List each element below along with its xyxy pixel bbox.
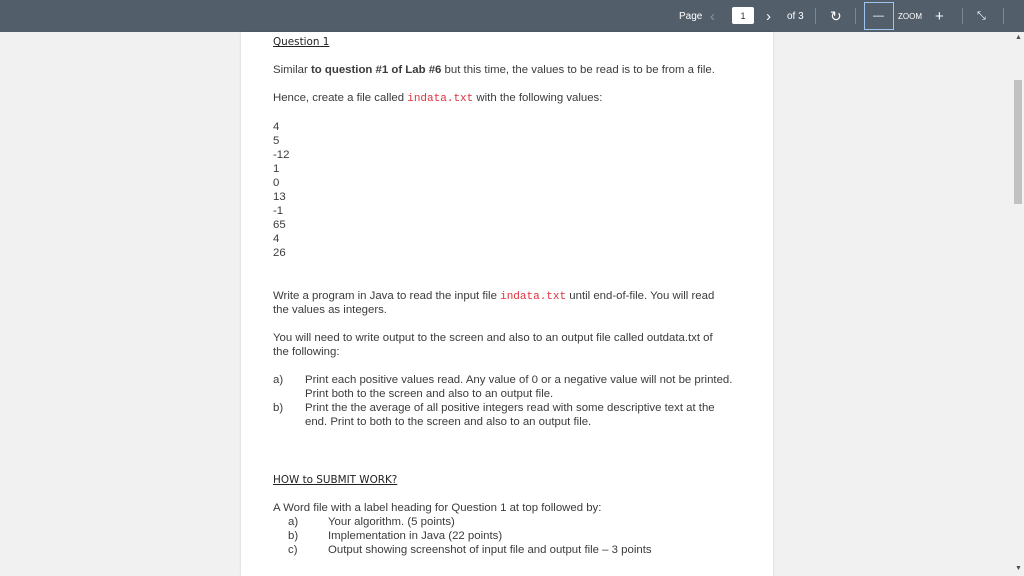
- output-paragraph-line1: You will need to write output to the screen and also to an output file called outdata.txt of: [273, 332, 713, 344]
- task-text-line1: Print each positive values read. Any value of 0 or a negative value will not be printed.: [305, 374, 733, 386]
- page-number-input[interactable]: 1: [732, 7, 754, 24]
- task-label: b): [273, 402, 284, 414]
- page-count: of 3: [787, 10, 804, 22]
- submit-heading: HOW to SUBMIT WORK?: [273, 474, 398, 486]
- value-item: 5: [273, 135, 280, 147]
- hence-paragraph: Hence, create a file called indata.txt with the following values:: [273, 92, 603, 105]
- submit-item: Your algorithm. (5 points): [328, 516, 455, 528]
- write-paragraph-line1: Write a program in Java to read the input file indata.txt until end-of-file. You will read: [273, 290, 715, 303]
- zoom-label: ZOOM: [898, 11, 922, 21]
- output-paragraph-line2: the following:: [273, 346, 340, 358]
- value-item: -12: [273, 149, 290, 161]
- value-item: 26: [273, 247, 286, 259]
- value-item: -1: [273, 205, 284, 217]
- value-item: 0: [273, 177, 280, 189]
- submit-item: Implementation in Java (22 points): [328, 530, 503, 542]
- word-file-paragraph: A Word file with a label heading for Question 1 at top followed by:: [273, 502, 602, 514]
- page-label: Page: [679, 10, 703, 22]
- rotate-icon[interactable]: ↻: [830, 7, 842, 24]
- intro-paragraph: Similar to question #1 of Lab #6 but this time, the values to be read is to be from a file.: [273, 64, 715, 76]
- zoom-in-icon[interactable]: +: [935, 7, 944, 25]
- value-item: 13: [273, 191, 286, 203]
- scroll-up-icon[interactable]: ▲: [1015, 34, 1022, 41]
- value-item: 65: [273, 219, 286, 231]
- task-label: a): [273, 374, 284, 386]
- collapse-icon[interactable]: ⤡: [977, 9, 986, 22]
- scrollbar-thumb[interactable]: [1014, 80, 1022, 204]
- value-item: 1: [273, 163, 280, 175]
- submit-label: b): [288, 530, 299, 542]
- value-item: 4: [273, 121, 280, 133]
- prev-page-icon[interactable]: ‹: [710, 7, 715, 25]
- next-page-icon[interactable]: ›: [766, 7, 771, 25]
- question-title: Question 1: [273, 36, 330, 48]
- scroll-down-icon[interactable]: ▼: [1015, 565, 1022, 572]
- submit-label: c): [288, 544, 298, 556]
- task-text-line1: Print the the average of all positive integers read with some descriptive text at the: [305, 402, 715, 414]
- submit-item: Output showing screenshot of input file and output file – 3 points: [328, 544, 652, 556]
- task-text-line2: Print both to the screen and also to an output file.: [305, 388, 554, 400]
- write-paragraph-line2: the values as integers.: [273, 304, 387, 316]
- task-text-line2: end. Print to both to the screen and also to an output file.: [305, 416, 592, 428]
- vertical-scrollbar[interactable]: [1012, 32, 1024, 576]
- zoom-out-icon[interactable]: —: [873, 10, 884, 22]
- value-item: 4: [273, 233, 280, 245]
- submit-label: a): [288, 516, 299, 528]
